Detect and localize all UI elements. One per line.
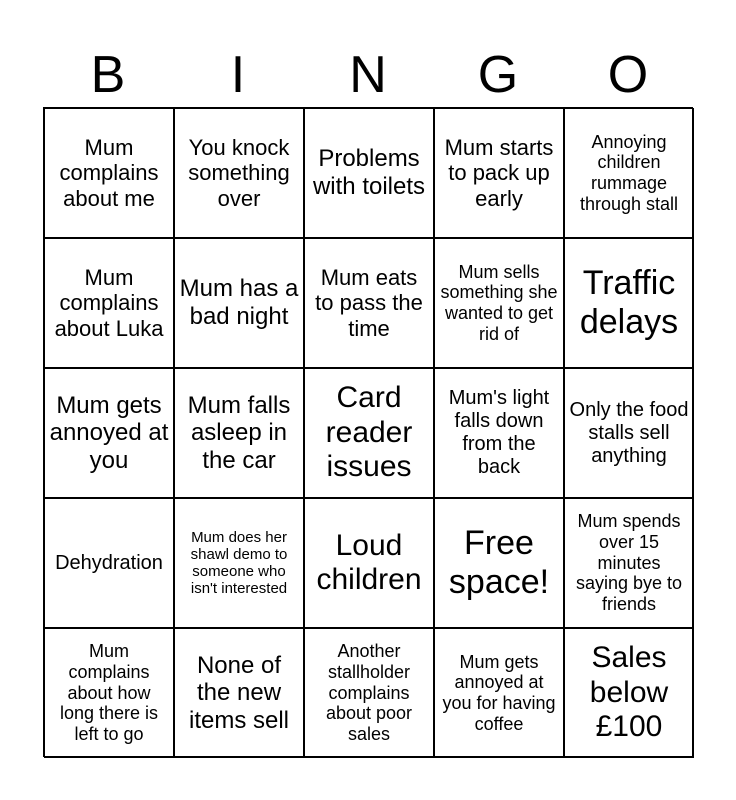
bingo-cell[interactable]: None of the new items sell bbox=[174, 628, 304, 758]
bingo-cell[interactable]: Card reader issues bbox=[304, 368, 434, 498]
bingo-cell[interactable]: Mum starts to pack up early bbox=[434, 108, 564, 238]
bingo-cell[interactable]: Mum gets annoyed at you bbox=[44, 368, 174, 498]
bingo-cell[interactable]: Mum complains about me bbox=[44, 108, 174, 238]
bingo-cell[interactable]: Only the food stalls sell anything bbox=[564, 368, 694, 498]
bingo-cell[interactable]: Mum eats to pass the time bbox=[304, 238, 434, 368]
bingo-cell[interactable]: Another stallholder complains about poor sales bbox=[304, 628, 434, 758]
bingo-cell[interactable]: Mum does her shawl demo to someone who isn't interested bbox=[174, 498, 304, 628]
bingo-cell[interactable]: Sales below £100 bbox=[564, 628, 694, 758]
header-letter-i: I bbox=[230, 46, 246, 104]
bingo-cell[interactable]: Mum's light falls down from the back bbox=[434, 368, 564, 498]
header-letter-o: O bbox=[607, 46, 649, 104]
bingo-cell[interactable]: Problems with toilets bbox=[304, 108, 434, 238]
bingo-cell[interactable]: Annoying children rummage through stall bbox=[564, 108, 694, 238]
header-letter-n: N bbox=[349, 46, 387, 104]
header-letter-g: G bbox=[477, 46, 519, 104]
bingo-cell[interactable]: Mum complains about how long there is left to go bbox=[44, 628, 174, 758]
bingo-cell[interactable]: Mum sells something she wanted to get rid of bbox=[434, 238, 564, 368]
bingo-cell[interactable]: Mum has a bad night bbox=[174, 238, 304, 368]
bingo-cell[interactable]: Loud children bbox=[304, 498, 434, 628]
bingo-cell[interactable]: Mum complains about Luka bbox=[44, 238, 174, 368]
header-letter-b: B bbox=[90, 46, 126, 104]
bingo-cell[interactable]: Dehydration bbox=[44, 498, 174, 628]
bingo-cell[interactable]: Traffic delays bbox=[564, 238, 694, 368]
bingo-header bbox=[43, 44, 693, 106]
bingo-cell[interactable]: Mum spends over 15 minutes saying bye to friends bbox=[564, 498, 694, 628]
bingo-cell[interactable]: Mum gets annoyed at you for having coffee bbox=[434, 628, 564, 758]
bingo-cell[interactable]: You knock something over bbox=[174, 108, 304, 238]
bingo-cell[interactable]: Mum falls asleep in the car bbox=[174, 368, 304, 498]
bingo-grid bbox=[43, 107, 693, 757]
free-space-cell[interactable]: Free space! bbox=[434, 498, 564, 628]
